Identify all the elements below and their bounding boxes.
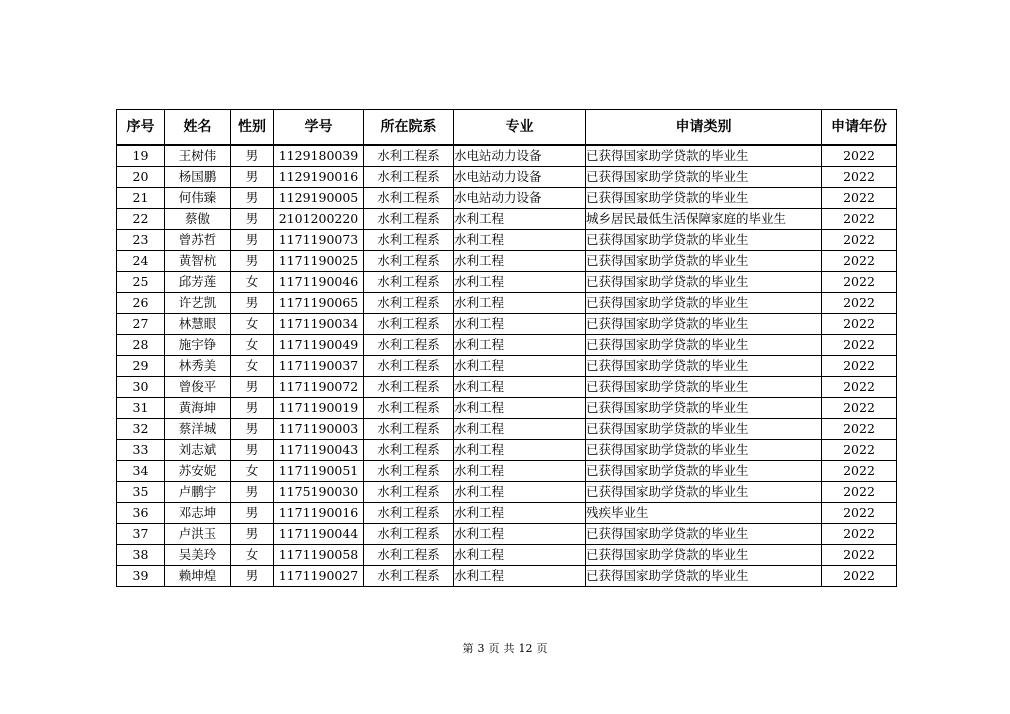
cell-year: 2022: [822, 188, 897, 209]
footer-total-unit: 页: [536, 642, 548, 655]
cell-name: 吴美玲: [165, 545, 231, 566]
cell-index: 33: [117, 440, 165, 461]
cell-name: 曾苏哲: [165, 230, 231, 251]
cell-student-id: 1129190016: [274, 167, 364, 188]
cell-gender: 男: [231, 188, 274, 209]
table-row: [117, 503, 897, 524]
cell-year: 2022: [822, 545, 897, 566]
cell-student-id: 1171190034: [274, 314, 364, 335]
cell-department: 水利工程系: [364, 566, 454, 587]
cell-year: 2022: [822, 314, 897, 335]
cell-name: 许艺凯: [165, 293, 231, 314]
cell-category: 已获得国家助学贷款的毕业生: [586, 377, 822, 398]
cell-student-id: 1171190049: [274, 335, 364, 356]
cell-name: 杨国鹏: [165, 167, 231, 188]
table-row: [117, 377, 897, 398]
cell-major: 水利工程: [454, 503, 586, 524]
cell-category: 已获得国家助学贷款的毕业生: [586, 314, 822, 335]
cell-year: 2022: [822, 230, 897, 251]
cell-index: 28: [117, 335, 165, 356]
cell-student-id: 1171190025: [274, 251, 364, 272]
table-header-row: [117, 110, 897, 146]
cell-major: 水利工程: [454, 545, 586, 566]
cell-category: 已获得国家助学贷款的毕业生: [586, 356, 822, 377]
cell-category: 已获得国家助学贷款的毕业生: [586, 482, 822, 503]
cell-name: 卢鹏宇: [165, 482, 231, 503]
table-row: [117, 419, 897, 440]
cell-major: 水电站动力设备: [454, 167, 586, 188]
cell-index: 35: [117, 482, 165, 503]
cell-category: 已获得国家助学贷款的毕业生: [586, 293, 822, 314]
table-row: [117, 209, 897, 230]
cell-gender: 男: [231, 524, 274, 545]
cell-year: 2022: [822, 293, 897, 314]
cell-department: 水利工程系: [364, 335, 454, 356]
cell-student-id: 1171190058: [274, 545, 364, 566]
table-row: [117, 566, 897, 587]
cell-category: 已获得国家助学贷款的毕业生: [586, 167, 822, 188]
cell-student-id: 1171190073: [274, 230, 364, 251]
cell-index: 36: [117, 503, 165, 524]
cell-year: 2022: [822, 419, 897, 440]
cell-category: 已获得国家助学贷款的毕业生: [586, 545, 822, 566]
table-row: [117, 145, 897, 167]
table-row: [117, 251, 897, 272]
cell-department: 水利工程系: [364, 145, 454, 167]
cell-department: 水利工程系: [364, 209, 454, 230]
cell-year: 2022: [822, 251, 897, 272]
cell-name: 王树伟: [165, 145, 231, 167]
header-cell: 所在院系: [364, 110, 454, 146]
cell-year: 2022: [822, 335, 897, 356]
cell-student-id: 1171190027: [274, 566, 364, 587]
cell-major: 水利工程: [454, 482, 586, 503]
cell-gender: 男: [231, 293, 274, 314]
cell-student-id: 1171190019: [274, 398, 364, 419]
cell-index: 24: [117, 251, 165, 272]
cell-year: 2022: [822, 398, 897, 419]
cell-name: 蔡傲: [165, 209, 231, 230]
cell-gender: 女: [231, 272, 274, 293]
table-row: [117, 167, 897, 188]
cell-department: 水利工程系: [364, 251, 454, 272]
cell-major: 水利工程: [454, 314, 586, 335]
cell-year: 2022: [822, 145, 897, 167]
cell-year: 2022: [822, 440, 897, 461]
table-row: [117, 440, 897, 461]
cell-year: 2022: [822, 209, 897, 230]
cell-department: 水利工程系: [364, 503, 454, 524]
cell-student-id: 1171190016: [274, 503, 364, 524]
cell-department: 水利工程系: [364, 356, 454, 377]
cell-gender: 女: [231, 356, 274, 377]
table-body: [117, 145, 897, 587]
cell-category: 已获得国家助学贷款的毕业生: [586, 230, 822, 251]
cell-major: 水利工程: [454, 461, 586, 482]
cell-category: 已获得国家助学贷款的毕业生: [586, 419, 822, 440]
cell-student-id: 1171190072: [274, 377, 364, 398]
cell-category: 城乡居民最低生活保障家庭的毕业生: [586, 209, 822, 230]
cell-department: 水利工程系: [364, 545, 454, 566]
table-row: [117, 188, 897, 209]
footer-page-unit: 页: [488, 642, 500, 655]
cell-gender: 女: [231, 461, 274, 482]
cell-major: 水利工程: [454, 230, 586, 251]
cell-index: 34: [117, 461, 165, 482]
cell-category: 已获得国家助学贷款的毕业生: [586, 524, 822, 545]
cell-department: 水利工程系: [364, 167, 454, 188]
cell-major: 水利工程: [454, 377, 586, 398]
cell-name: 黄智杭: [165, 251, 231, 272]
cell-name: 邓志坤: [165, 503, 231, 524]
cell-gender: 男: [231, 209, 274, 230]
cell-department: 水利工程系: [364, 272, 454, 293]
header-cell: 序号: [117, 110, 165, 146]
cell-index: 19: [117, 145, 165, 167]
cell-category: 已获得国家助学贷款的毕业生: [586, 398, 822, 419]
cell-name: 黄海坤: [165, 398, 231, 419]
table-row: [117, 482, 897, 503]
cell-student-id: 1171190043: [274, 440, 364, 461]
cell-department: 水利工程系: [364, 461, 454, 482]
cell-category: 已获得国家助学贷款的毕业生: [586, 335, 822, 356]
header-cell: 申请类别: [586, 110, 822, 146]
cell-major: 水利工程: [454, 272, 586, 293]
cell-name: 赖坤煌: [165, 566, 231, 587]
cell-year: 2022: [822, 461, 897, 482]
cell-year: 2022: [822, 566, 897, 587]
cell-department: 水利工程系: [364, 398, 454, 419]
cell-index: 30: [117, 377, 165, 398]
table-row: [117, 293, 897, 314]
cell-gender: 男: [231, 377, 274, 398]
cell-name: 卢洪玉: [165, 524, 231, 545]
cell-name: 刘志斌: [165, 440, 231, 461]
cell-year: 2022: [822, 377, 897, 398]
cell-gender: 女: [231, 545, 274, 566]
cell-index: 23: [117, 230, 165, 251]
cell-major: 水利工程: [454, 524, 586, 545]
cell-gender: 男: [231, 230, 274, 251]
cell-student-id: 1175190030: [274, 482, 364, 503]
table-row: [117, 524, 897, 545]
cell-department: 水利工程系: [364, 482, 454, 503]
table-row: [117, 461, 897, 482]
cell-gender: 女: [231, 335, 274, 356]
cell-student-id: 1171190044: [274, 524, 364, 545]
table-row: [117, 230, 897, 251]
table-row: [117, 398, 897, 419]
cell-name: 何伟臻: [165, 188, 231, 209]
table-row: [117, 272, 897, 293]
cell-gender: 男: [231, 251, 274, 272]
cell-category: 残疾毕业生: [586, 503, 822, 524]
cell-category: 已获得国家助学贷款的毕业生: [586, 461, 822, 482]
cell-year: 2022: [822, 503, 897, 524]
cell-student-id: 1171190046: [274, 272, 364, 293]
cell-index: 38: [117, 545, 165, 566]
cell-student-id: 1129180039: [274, 145, 364, 167]
footer-page-number: 3: [477, 642, 485, 655]
cell-category: 已获得国家助学贷款的毕业生: [586, 145, 822, 167]
cell-department: 水利工程系: [364, 419, 454, 440]
cell-index: 21: [117, 188, 165, 209]
cell-gender: 男: [231, 145, 274, 167]
table-row: [117, 335, 897, 356]
cell-department: 水利工程系: [364, 188, 454, 209]
cell-name: 苏安妮: [165, 461, 231, 482]
cell-gender: 女: [231, 314, 274, 335]
footer-prefix: 第: [462, 642, 474, 655]
cell-index: 22: [117, 209, 165, 230]
cell-major: 水电站动力设备: [454, 188, 586, 209]
cell-department: 水利工程系: [364, 293, 454, 314]
cell-gender: 男: [231, 419, 274, 440]
cell-student-id: 1129190005: [274, 188, 364, 209]
cell-year: 2022: [822, 482, 897, 503]
cell-year: 2022: [822, 167, 897, 188]
footer-total-prefix: 共: [503, 642, 515, 655]
header-cell: 姓名: [165, 110, 231, 146]
cell-index: 39: [117, 566, 165, 587]
cell-name: 邱芳莲: [165, 272, 231, 293]
page-footer: [0, 640, 1010, 656]
cell-index: 37: [117, 524, 165, 545]
cell-major: 水利工程: [454, 209, 586, 230]
cell-major: 水利工程: [454, 293, 586, 314]
cell-category: 已获得国家助学贷款的毕业生: [586, 251, 822, 272]
header-cell: 专业: [454, 110, 586, 146]
cell-index: 27: [117, 314, 165, 335]
cell-gender: 男: [231, 398, 274, 419]
cell-name: 林秀美: [165, 356, 231, 377]
table-row: [117, 314, 897, 335]
cell-gender: 男: [231, 503, 274, 524]
cell-major: 水利工程: [454, 356, 586, 377]
cell-year: 2022: [822, 356, 897, 377]
cell-department: 水利工程系: [364, 230, 454, 251]
cell-name: 蔡洋城: [165, 419, 231, 440]
student-table: [116, 109, 897, 587]
cell-name: 施宇铮: [165, 335, 231, 356]
cell-major: 水利工程: [454, 398, 586, 419]
cell-major: 水利工程: [454, 335, 586, 356]
cell-category: 已获得国家助学贷款的毕业生: [586, 440, 822, 461]
cell-department: 水利工程系: [364, 440, 454, 461]
cell-gender: 男: [231, 167, 274, 188]
cell-gender: 男: [231, 440, 274, 461]
cell-student-id: 1171190065: [274, 293, 364, 314]
table-row: [117, 545, 897, 566]
cell-major: 水利工程: [454, 566, 586, 587]
cell-index: 20: [117, 167, 165, 188]
cell-major: 水利工程: [454, 419, 586, 440]
cell-year: 2022: [822, 272, 897, 293]
table-row: [117, 356, 897, 377]
header-cell: 学号: [274, 110, 364, 146]
cell-gender: 男: [231, 566, 274, 587]
cell-index: 25: [117, 272, 165, 293]
cell-category: 已获得国家助学贷款的毕业生: [586, 272, 822, 293]
cell-name: 曾俊平: [165, 377, 231, 398]
cell-index: 32: [117, 419, 165, 440]
cell-name: 林慧眼: [165, 314, 231, 335]
header-cell: 性别: [231, 110, 274, 146]
cell-student-id: 2101200220: [274, 209, 364, 230]
footer-total-pages: 12: [518, 642, 533, 655]
cell-department: 水利工程系: [364, 377, 454, 398]
cell-major: 水利工程: [454, 251, 586, 272]
cell-department: 水利工程系: [364, 314, 454, 335]
cell-major: 水利工程: [454, 440, 586, 461]
cell-department: 水利工程系: [364, 524, 454, 545]
cell-major: 水电站动力设备: [454, 145, 586, 167]
cell-year: 2022: [822, 524, 897, 545]
cell-index: 26: [117, 293, 165, 314]
cell-student-id: 1171190037: [274, 356, 364, 377]
header-cell: 申请年份: [822, 110, 897, 146]
cell-gender: 男: [231, 482, 274, 503]
cell-index: 31: [117, 398, 165, 419]
cell-student-id: 1171190003: [274, 419, 364, 440]
cell-student-id: 1171190051: [274, 461, 364, 482]
cell-category: 已获得国家助学贷款的毕业生: [586, 566, 822, 587]
cell-index: 29: [117, 356, 165, 377]
cell-category: 已获得国家助学贷款的毕业生: [586, 188, 822, 209]
